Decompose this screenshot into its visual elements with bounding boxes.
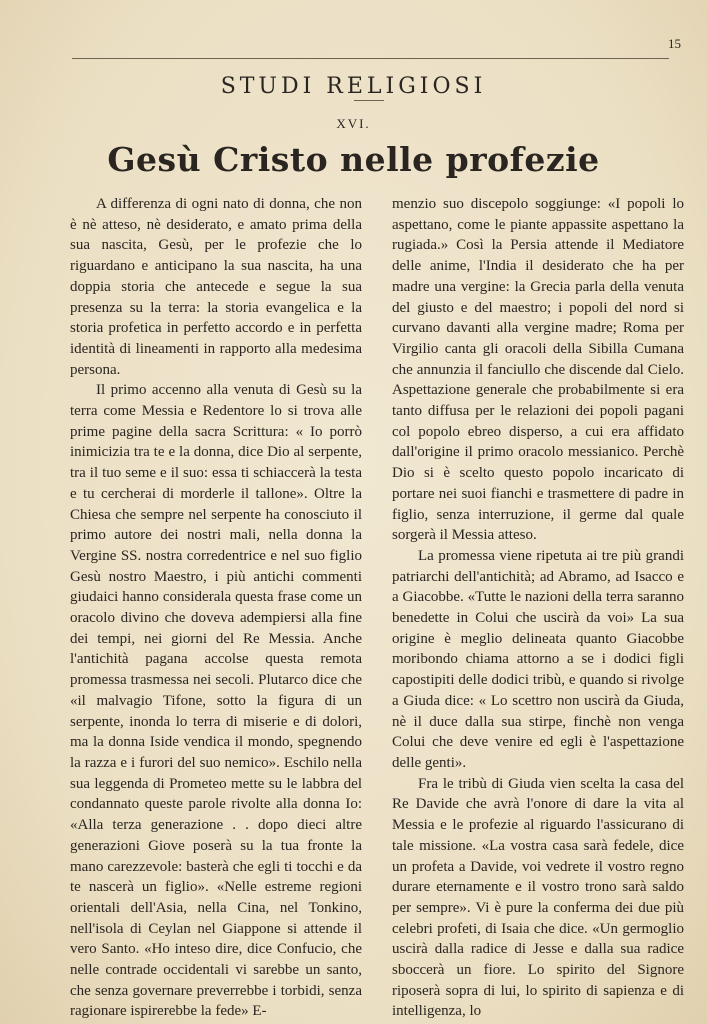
chapter-number: XVI. <box>336 116 371 131</box>
header-rule <box>72 58 669 59</box>
paragraph: La promessa viene ripetuta ai tre più grandi patriarchi dell'antichità; ad Abramo, ad Isacco e a Giacobbe. «Tutte le nazioni della terra saranno benedette in Colui che uscirà da voi» La sua origine è meglio delineata quanto Giacobbe moribondo chiama attorno a se i dodici figli capostipiti delle dodici tribù, e quando si rivolge a Giuda dice: « Lo scettro non uscirà da Giuda, nè il duce dalla sua stirpe, finchè non venga Colui che deve venire ed egli è l'aspettazione delle genti». <box>392 547 684 771</box>
left-column <box>70 194 362 1022</box>
paragraph: Il primo accenno alla venuta di Gesù su la terra come Messia e Redentore lo si trova alle prime pagine della sacra Scrittura: « Io porrò inimicizia tra te e la donna, dice Dio al serpente, tra il tuo seme e il suo: essa ti schiaccerà la testa e tu cercherai di morderle il tallone». Oltre la Chiesa che sempre nel serpente ha conosciuto il primo autore dei nostri mali, nella donna la Vergine SS. nostra corredentrice e nel suo figlio Gesù nostro Maestro, i più antichi commenti giudaici hanno considerala questa frase come un oracolo divino che doveva adempiersi alla fine dei tempi, nei giorni del Re Messia. Anche l'antichità pagana accolse questa remota promessa trasmessa nei secoli. Plutarco dice che «il malvagio Tifone, sotto la figura di un serpente, inonda lo terra di miserie e di dolori, ma la donna Iside vendica il mondo, spegnendo la razza e i furori del suo nemico». Eschilo nella sua leggenda di Prometeo mette su le labbra del condannato queste parole rivolte alla donna Io: «Alla terza generazione . . dopo dieci altre generazioni Giove poserà su la tua fronte la mano carezzevole: basterà che egli ti tocchi e da te nascerà un figlio». «Nelle estreme regioni orientali dell'Asia, nella Cina, nel Tonkino, nell'isola di Ceylan nel Giappone si attende il vero Santo. «Ho inteso dire, dice Confucio, che nelle contrade occidentali vi sarebbe un santo, che senza governare preverrebbe i torbidi, senza ragionare ispirerebbe la fede» E- <box>70 382 362 1020</box>
page-number: 15 <box>668 36 681 51</box>
paragraph: Fra le tribù di Giuda vien scelta la casa del Re Davide che avrà l'onore di dare la vita al Messia e le profezie al riguardo l'assicurano di tale missione. «La vostra casa sarà fedele, dice un profeta a Davide, voi vedrete il vostro regno durare eternamente e il vostro trono sarà saldo per sempre». Vi è pure la conferma dei due più celebri profeti, di Isaia che dice. «Un germoglio uscirà dalla radice di Jesse e dalla sua radice sboccerà un fiore. Lo spirito del Signore riposerà sopra di lui, lo spirito di sapienza e di intelligenza, lo <box>392 775 684 1020</box>
article-title: Gesù Cristo nelle profezie <box>107 140 600 179</box>
section-underline <box>354 100 384 101</box>
paragraph: A differenza di ogni nato di donna, che non è nè atteso, nè desiderato, e amato prima della sua nascita, Gesù, per le profezie che lo riguardano e anticipano la sua nascita, ha una doppia storia che antecede e segue la sua presenza su la terra: la storia evangelica e la storia profetica in perfetto accordo e in perfetta identità di lineamenti in rapporto alla medesima persona. <box>70 196 362 378</box>
right-column <box>392 194 684 1022</box>
paragraph: menzio suo discepolo soggiunge: «I popoli lo aspettano, come le piante appassite aspettano la rugiada.» Così la Persia attende il Mediatore delle anime, l'India il desiderato che ha per madre una vergine: la Grecia parla della venuta del giusto e del maestro; i popoli del nord si curvano davanti alla vergine madre; Roma per Virgilio canta gli oracoli della Sibilla Cumana che annunzia il fanciullo che discende dal Cielo. Aspettazione generale che probabilmente si era tanto diffusa per le relazioni dei popoli pagani col popolo ebreo disperso, a cui era affidato dall'origine il primo oracolo messianico. Perchè Dio si è scelto questo popolo incaricato di portare nei suoi fianchi e trasmettere di padre in figlio, senza interruzione, il germe dal quale sorgerà il Messia atteso. <box>392 196 684 544</box>
section-title: STUDI RELIGIOSI <box>220 74 487 99</box>
